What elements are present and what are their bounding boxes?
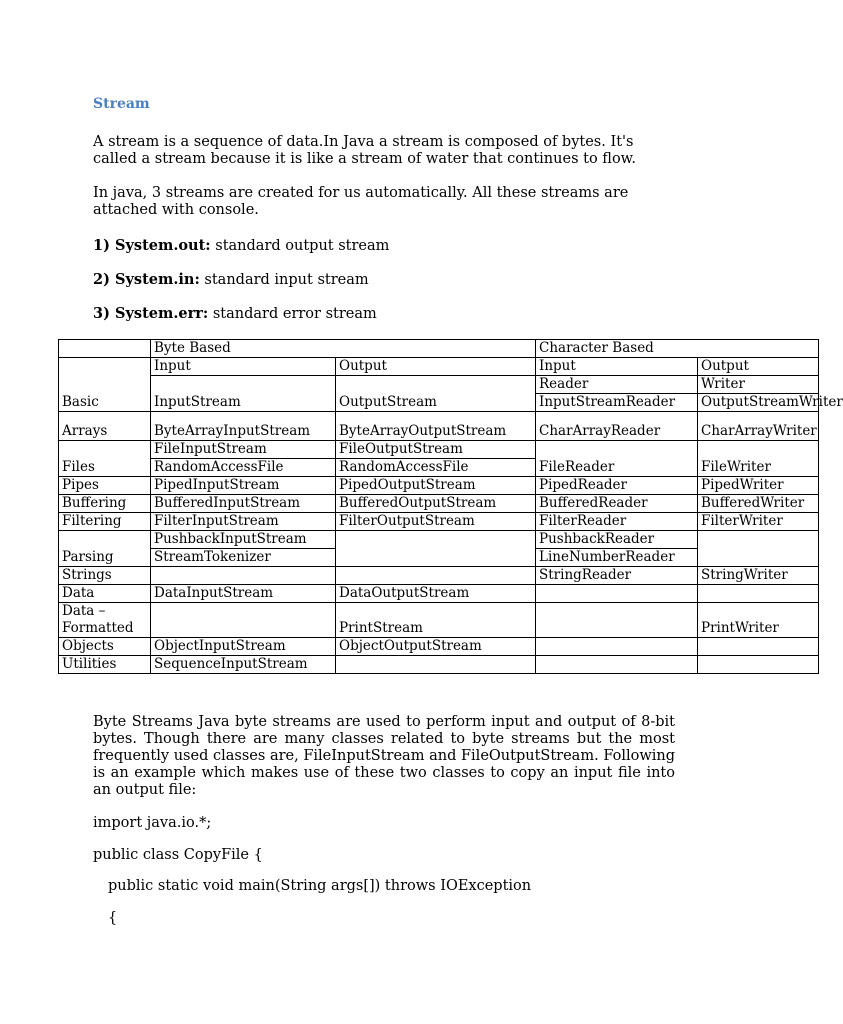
item-desc: standard error stream	[208, 306, 377, 322]
table-cell: OutputStreamWriter	[698, 394, 819, 412]
table-cell: FilterWriter	[698, 513, 819, 531]
table-row	[59, 441, 819, 459]
row-label: Basic	[59, 358, 151, 412]
table-cell: OutputStream	[336, 376, 536, 412]
table-row	[59, 567, 819, 585]
table-row	[59, 656, 819, 674]
row-label: Arrays	[59, 412, 151, 441]
table-cell: ObjectInputStream	[151, 638, 336, 656]
table-row	[59, 477, 819, 495]
table-cell: PrintWriter	[698, 603, 819, 638]
row-label: Files	[59, 441, 151, 477]
item-desc: standard input stream	[199, 272, 369, 288]
table-cell	[59, 340, 151, 358]
table-row	[59, 412, 819, 441]
table-cell: DataOutputStream	[336, 585, 536, 603]
table-row	[59, 495, 819, 513]
row-label	[59, 603, 151, 638]
table-row	[59, 638, 819, 656]
item-name: System.out:	[115, 237, 211, 254]
item-desc: standard output stream	[210, 238, 390, 254]
byte-output-header: Output	[336, 358, 536, 376]
table-cell	[698, 656, 819, 674]
table-row	[59, 531, 819, 549]
table-cell: FilterOutputStream	[336, 513, 536, 531]
table-cell: StringWriter	[698, 567, 819, 585]
table-cell: FileReader	[536, 441, 698, 477]
table-cell	[698, 585, 819, 603]
table-cell: CharArrayWriter	[698, 412, 819, 441]
table-row	[59, 603, 819, 638]
table-cell	[336, 656, 536, 674]
table-cell: PipedOutputStream	[336, 477, 536, 495]
table-row	[59, 585, 819, 603]
table-cell	[698, 531, 819, 567]
code-line: {	[108, 910, 118, 926]
table-cell: FileOutputStream	[336, 441, 536, 459]
table-cell: FilterReader	[536, 513, 698, 531]
table-cell: FilterInputStream	[151, 513, 336, 531]
table-cell	[536, 656, 698, 674]
row-label: Filtering	[59, 513, 151, 531]
row-label: Parsing	[59, 531, 151, 567]
row-label-line: Data –	[62, 603, 106, 619]
table-cell: StreamTokenizer	[151, 549, 336, 567]
row-label-line: Formatted	[62, 620, 134, 636]
table-cell	[698, 638, 819, 656]
item-name: System.in:	[115, 271, 200, 288]
byte-based-header: Byte Based	[151, 340, 536, 358]
table-cell	[336, 567, 536, 585]
row-label: Strings	[59, 567, 151, 585]
table-row	[59, 513, 819, 531]
table-cell: BufferedInputStream	[151, 495, 336, 513]
table-cell	[536, 585, 698, 603]
char-output-header: Output	[698, 358, 819, 376]
table-header-row	[59, 340, 819, 358]
item-number: 3)	[93, 305, 110, 322]
table-cell	[536, 603, 698, 638]
item-number: 2)	[93, 271, 110, 288]
table-cell: PushbackInputStream	[151, 531, 336, 549]
table-cell: BufferedWriter	[698, 495, 819, 513]
table-cell: ObjectOutputStream	[336, 638, 536, 656]
code-line: public class CopyFile {	[93, 847, 263, 863]
table-cell: InputStream	[151, 376, 336, 412]
table-cell	[536, 638, 698, 656]
table-cell: PipedReader	[536, 477, 698, 495]
table-cell: FileInputStream	[151, 441, 336, 459]
code-line: import java.io.*;	[93, 815, 212, 831]
table-cell: RandomAccessFile	[151, 459, 336, 477]
table-subheader-row	[59, 358, 819, 376]
table-cell	[336, 531, 536, 567]
row-label: Buffering	[59, 495, 151, 513]
auto-streams-paragraph: In java, 3 streams are created for us automatically. All these streams are attached with console.	[93, 185, 629, 218]
stream-item-err	[93, 305, 377, 323]
table-cell: PrintStream	[336, 603, 536, 638]
intro-paragraph: A stream is a sequence of data.In Java a stream is composed of bytes. It's called a stream because it is like a stream of water that continues to flow.	[93, 134, 636, 167]
table-cell: RandomAccessFile	[336, 459, 536, 477]
table-cell: PipedWriter	[698, 477, 819, 495]
char-input-header: Input	[536, 358, 698, 376]
table-cell: Writer	[698, 376, 819, 394]
byte-streams-paragraph: Byte Streams Java byte streams are used to perform input and output of 8-bit bytes. Though there are many classes related to byte streams but the most frequently used classes are, FileInputStream and FileOutputStream. Following is an example which makes use of these two classes to copy an input file into an output file:	[93, 714, 675, 798]
item-name: System.err:	[115, 305, 209, 322]
table-cell: BufferedReader	[536, 495, 698, 513]
code-line: public static void main(String args[]) throws IOException	[108, 878, 532, 894]
stream-classes-table-wrapper	[58, 339, 843, 697]
table-cell: LineNumberReader	[536, 549, 698, 567]
stream-item-in	[93, 271, 369, 289]
row-label: Utilities	[59, 656, 151, 674]
table-row	[59, 376, 819, 394]
row-label: Objects	[59, 638, 151, 656]
character-based-header: Character Based	[536, 340, 819, 358]
table-cell: PushbackReader	[536, 531, 698, 549]
table-cell: SequenceInputStream	[151, 656, 336, 674]
stream-item-out	[93, 237, 389, 255]
table-cell: PipedInputStream	[151, 477, 336, 495]
row-label: Pipes	[59, 477, 151, 495]
table-cell	[151, 567, 336, 585]
table-cell: DataInputStream	[151, 585, 336, 603]
stream-classes-table	[58, 339, 843, 674]
table-cell: FileWriter	[698, 441, 819, 477]
table-cell: StringReader	[536, 567, 698, 585]
row-label: Data	[59, 585, 151, 603]
table-cell: Reader	[536, 376, 698, 394]
table-cell	[151, 603, 336, 638]
table-cell: BufferedOutputStream	[336, 495, 536, 513]
table-cell: CharArrayReader	[536, 412, 698, 441]
item-number: 1)	[93, 237, 110, 254]
table-cell: ByteArrayOutputStream	[336, 412, 536, 441]
section-heading: Stream	[93, 96, 150, 112]
table-cell: InputStreamReader	[536, 394, 698, 412]
byte-input-header: Input	[151, 358, 336, 376]
table-cell: ByteArrayInputStream	[151, 412, 336, 441]
